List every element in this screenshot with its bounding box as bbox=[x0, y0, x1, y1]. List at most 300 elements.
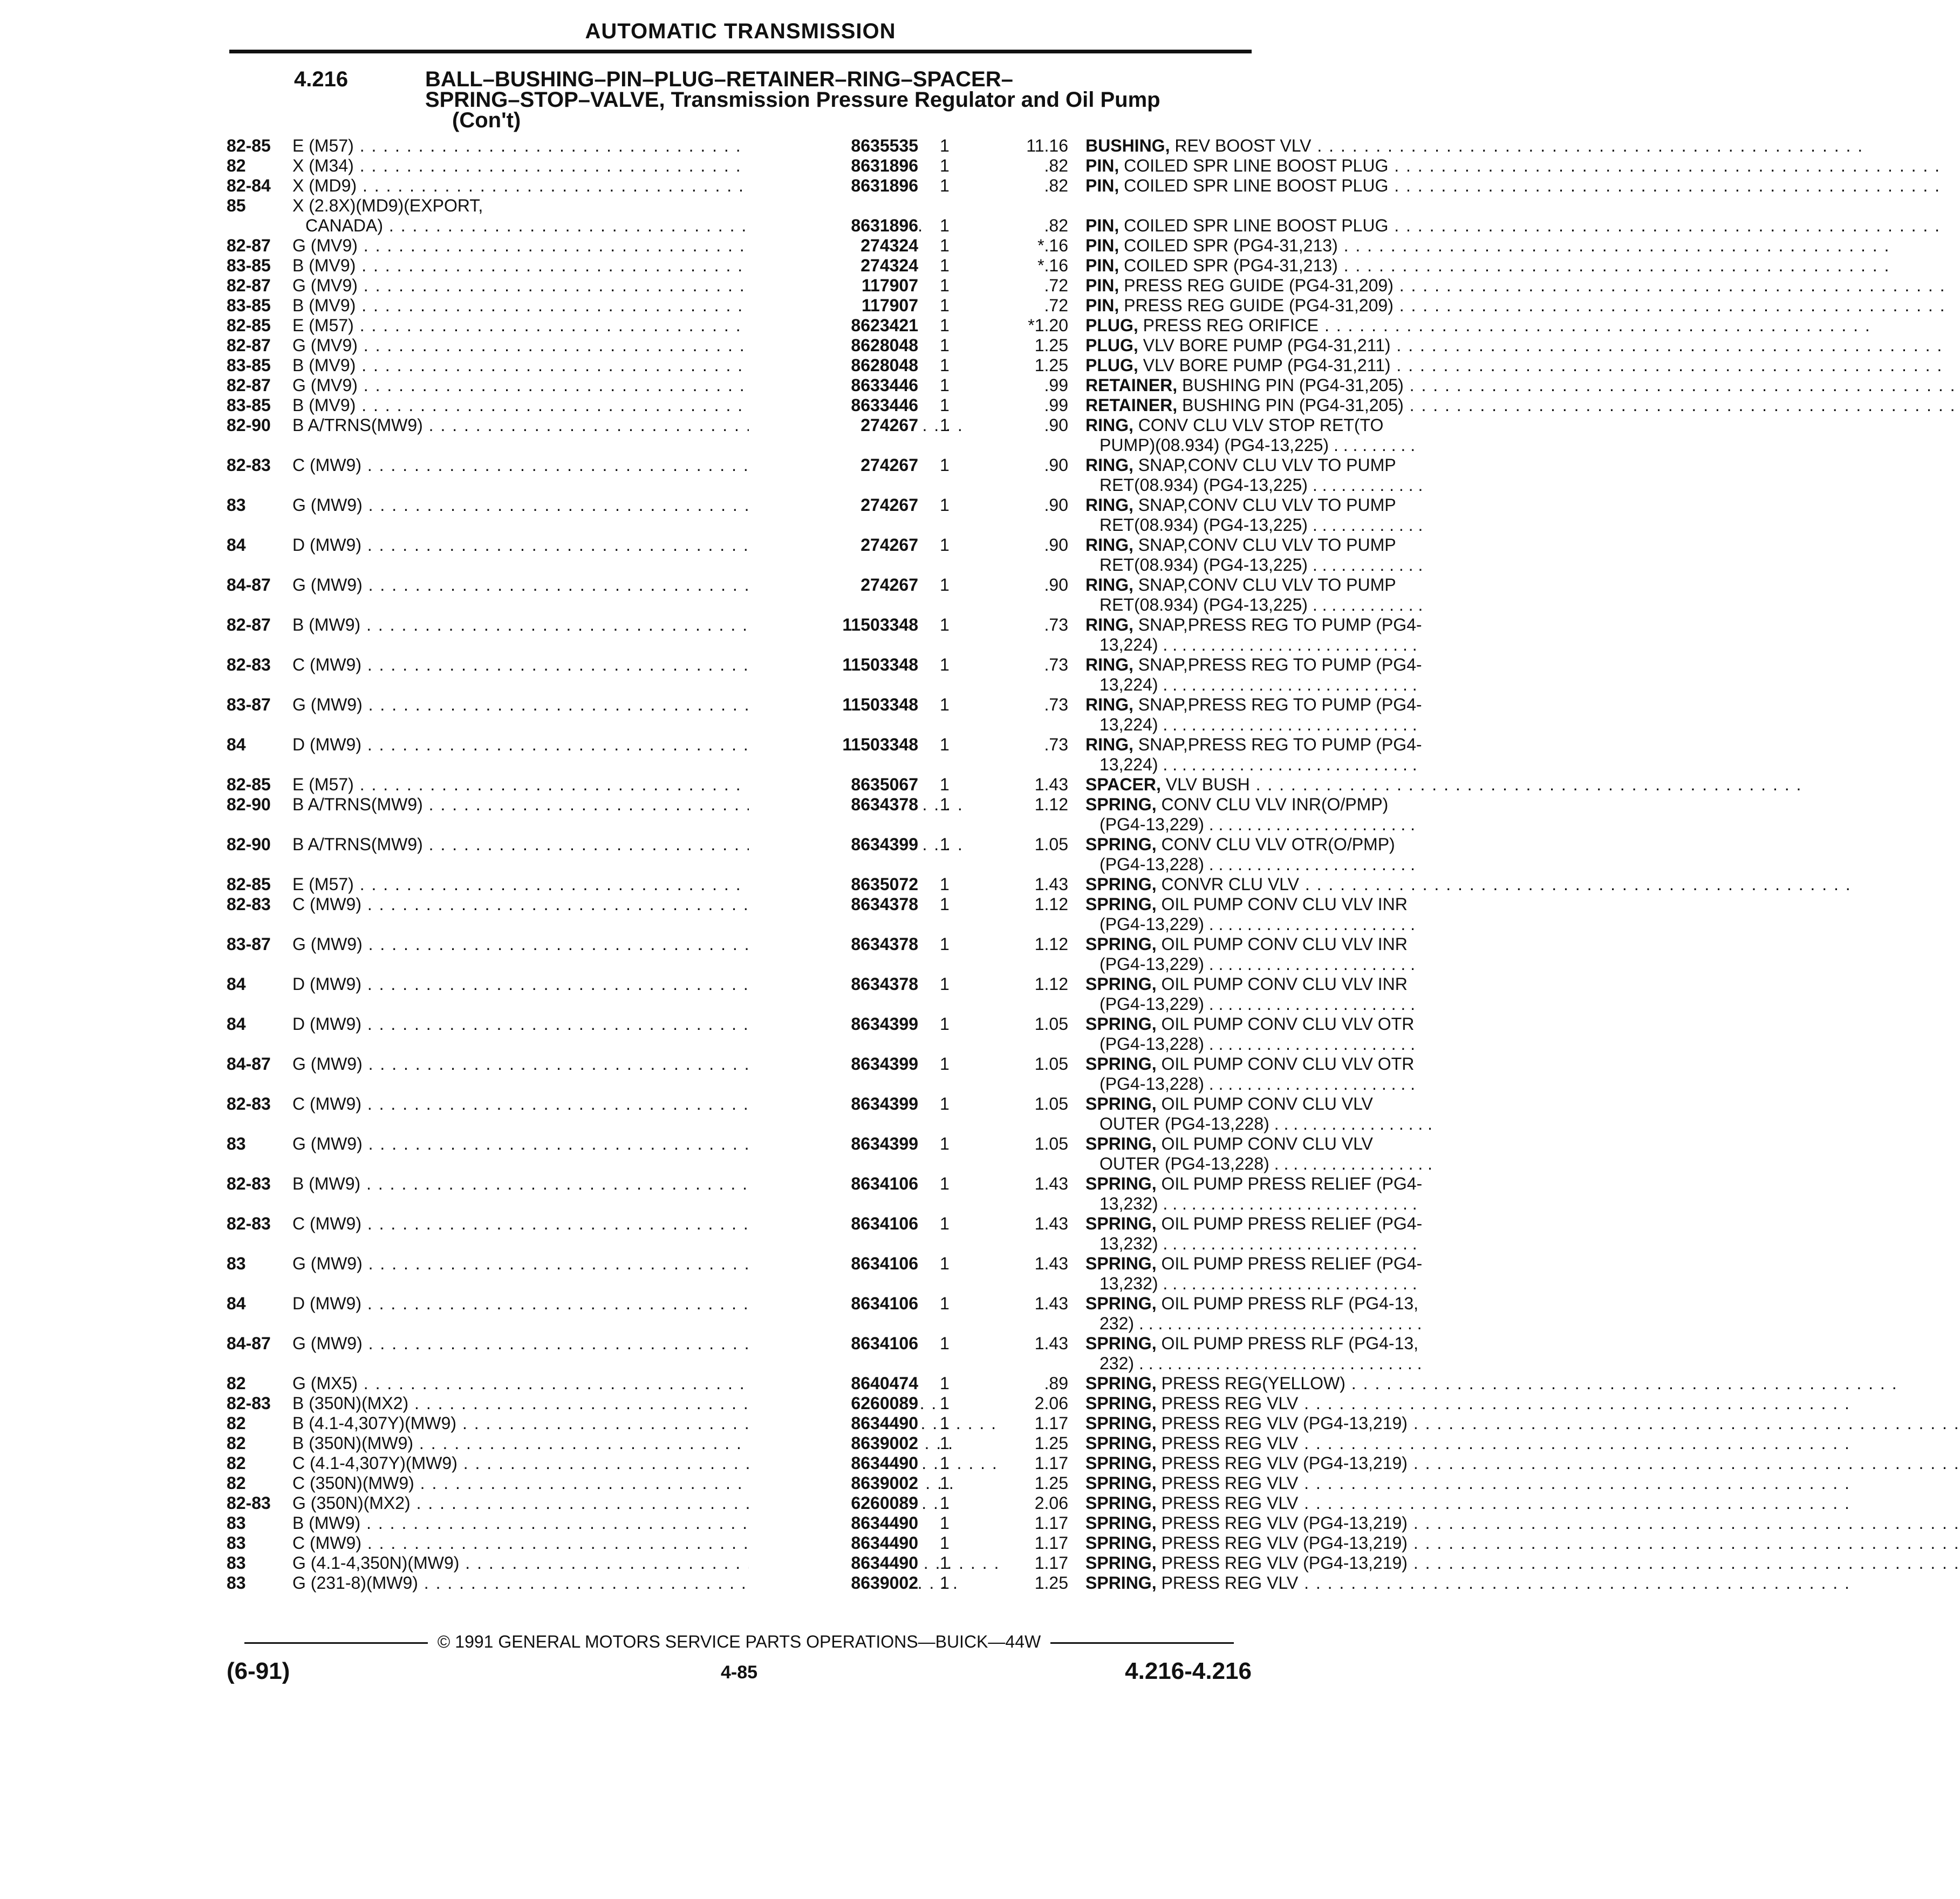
quantity: 1 bbox=[940, 1134, 950, 1153]
quantity: 1 bbox=[940, 1413, 950, 1433]
part-number: 8634399 bbox=[749, 1134, 918, 1154]
part-name: SPRING, bbox=[1085, 1553, 1157, 1573]
part-number: 8639002 bbox=[749, 1473, 918, 1493]
description bbox=[1085, 1413, 1471, 1433]
part-number: 274267 bbox=[749, 415, 918, 435]
price: 1.17 bbox=[1034, 1413, 1068, 1433]
model-year: 83 bbox=[227, 1533, 246, 1553]
table-row-continuation bbox=[227, 1114, 1433, 1134]
part-number: 274267 bbox=[749, 495, 918, 515]
table-row bbox=[227, 655, 1422, 675]
part-number: 8631896 bbox=[749, 156, 918, 176]
part-number: 8634490 bbox=[749, 1453, 918, 1473]
model-year: 82-84 bbox=[227, 176, 271, 195]
part-name: PLUG, bbox=[1085, 336, 1138, 355]
description bbox=[1085, 296, 1471, 316]
description bbox=[1085, 835, 1471, 855]
quantity: 1 bbox=[940, 236, 950, 255]
part-name: SPRING, bbox=[1085, 1533, 1157, 1553]
part-name: RING, bbox=[1085, 495, 1133, 515]
description bbox=[1085, 216, 1471, 236]
model-code: C (MW9) . . . bbox=[292, 1094, 801, 1114]
table-row-continuation bbox=[227, 515, 1423, 535]
part-name: SPRING, bbox=[1085, 1094, 1157, 1114]
price: 1.43 bbox=[1034, 1334, 1068, 1353]
model-code: E (M57) . . . bbox=[292, 316, 801, 336]
table-row bbox=[227, 875, 1299, 894]
header-rule bbox=[229, 50, 1252, 53]
part-name: SPRING, bbox=[1085, 894, 1157, 914]
model-code: C (350N)(MW9) . . . bbox=[292, 1473, 801, 1493]
table-row bbox=[227, 256, 1338, 276]
table-row bbox=[227, 375, 1404, 395]
part-name: SPRING, bbox=[1085, 1573, 1157, 1593]
part-name: PLUG, bbox=[1085, 356, 1138, 375]
section-number: 4.216 bbox=[294, 67, 349, 91]
model-code: G (MW9) . . . bbox=[292, 1054, 801, 1074]
table-row-continuation bbox=[227, 1234, 1417, 1254]
description bbox=[1085, 1533, 1471, 1553]
quantity: 1 bbox=[940, 1513, 950, 1533]
description-continuation: RET(08.934) (PG4-13,225) . . . . . . . . . . . . bbox=[1099, 475, 1423, 495]
part-number: 8634378 bbox=[749, 934, 918, 954]
model-code: X (M34) . . . bbox=[292, 156, 801, 176]
part-number: 8628048 bbox=[749, 336, 918, 356]
quantity: 1 bbox=[940, 296, 950, 315]
description bbox=[1085, 276, 1471, 296]
footer-copyright bbox=[227, 1632, 1252, 1652]
description-text: VLV BUSH bbox=[1160, 775, 1250, 794]
model-year: 83 bbox=[227, 1553, 246, 1573]
table-row-continuation bbox=[227, 1154, 1433, 1174]
description bbox=[1085, 1054, 1471, 1074]
description-text: OIL PUMP CONV CLU VLV OTR bbox=[1156, 1014, 1415, 1034]
model-code: G (MW9) . . . bbox=[292, 575, 801, 595]
table-row bbox=[227, 136, 1312, 156]
description-continuation: (PG4-13,229) . . . . . . . . . . . . . . . . . . . . . . bbox=[1099, 954, 1416, 974]
description-continuation: RET(08.934) (PG4-13,225) . . . . . . . . . . . . bbox=[1099, 595, 1423, 614]
quantity: 1 bbox=[940, 415, 950, 435]
description-continuation: (PG4-13,228) . . . . . . . . . . . . . . . . . . . . . . bbox=[1099, 855, 1416, 874]
model-code: G (231-8)(MW9) . . . bbox=[292, 1573, 801, 1593]
model-code: G (MW9) . . . bbox=[292, 934, 801, 954]
description-text: PRESS REG VLV (PG4-13,219) bbox=[1156, 1513, 1408, 1533]
table-row-continuation bbox=[227, 1354, 1422, 1374]
description bbox=[1085, 1433, 1471, 1453]
section-heading bbox=[294, 64, 1265, 139]
description-text: PRESS REG VLV bbox=[1156, 1493, 1299, 1513]
table-row bbox=[227, 1573, 1299, 1593]
quantity: 1 bbox=[940, 1533, 950, 1553]
price: .72 bbox=[1044, 276, 1068, 295]
description-text: CONVR CLU VLV bbox=[1156, 875, 1299, 894]
description-text: OIL PUMP CONV CLU VLV INR bbox=[1156, 934, 1408, 954]
description bbox=[1085, 1453, 1471, 1473]
model-code: G (MW9) . . . bbox=[292, 1134, 801, 1154]
model-year: 82 bbox=[227, 1453, 246, 1473]
model-code: X (2.8X)(MD9)(EXPORT, bbox=[292, 196, 483, 215]
model-year: 82-85 bbox=[227, 316, 271, 335]
description-continuation: 13,232) . . . . . . . . . . . . . . . . . . . . . . . . . . . bbox=[1099, 1274, 1417, 1293]
description bbox=[1085, 1014, 1471, 1034]
price: 1.43 bbox=[1034, 1254, 1068, 1273]
description bbox=[1085, 495, 1471, 515]
part-name: SPRING, bbox=[1085, 795, 1157, 814]
model-year: 84 bbox=[227, 735, 246, 754]
model-year: 82-87 bbox=[227, 615, 271, 634]
part-number: 11503348 bbox=[749, 735, 918, 755]
model-year: 82 bbox=[227, 1433, 246, 1453]
table-row bbox=[227, 974, 1408, 994]
description-continuation: (PG4-13,229) . . . . . . . . . . . . . . . . . . . . . . bbox=[1099, 914, 1416, 934]
part-number: 11503348 bbox=[749, 695, 918, 715]
model-year: 82-87 bbox=[227, 375, 271, 395]
description bbox=[1085, 1553, 1471, 1573]
part-name: PIN, bbox=[1085, 156, 1119, 175]
model-code: G (MW9) . . . bbox=[292, 1334, 801, 1354]
model-code: B (350N)(MW9) . . . bbox=[292, 1433, 801, 1453]
quantity: 1 bbox=[940, 1334, 950, 1353]
price: .99 bbox=[1044, 395, 1068, 415]
table-row-continuation bbox=[227, 1034, 1416, 1054]
model-code: C (MW9) . . . bbox=[292, 1533, 801, 1553]
model-code: B A/TRNS(MW9) . . . bbox=[292, 415, 801, 435]
part-number: 8634399 bbox=[749, 1054, 918, 1074]
part-number: 8639002 bbox=[749, 1433, 918, 1453]
price: *.16 bbox=[1037, 236, 1068, 255]
part-name: PIN, bbox=[1085, 256, 1119, 275]
description-text: CONV CLU VLV OTR(O/PMP) bbox=[1156, 835, 1395, 854]
description-continuation: RET(08.934) (PG4-13,225) . . . . . . . . . . . . bbox=[1099, 555, 1423, 575]
table-row-continuation bbox=[227, 715, 1417, 735]
description bbox=[1085, 236, 1471, 256]
table-row-continuation bbox=[227, 1194, 1417, 1214]
description bbox=[1085, 795, 1471, 815]
model-code: C (4.1-4,307Y)(MW9) . . . bbox=[292, 1453, 801, 1473]
description bbox=[1085, 695, 1471, 715]
model-code: B (MV9) . . . bbox=[292, 296, 801, 316]
table-row bbox=[227, 276, 1394, 296]
table-row bbox=[227, 1533, 1408, 1553]
table-row bbox=[227, 795, 1389, 815]
part-number: 8639002 bbox=[749, 1573, 918, 1593]
description-text: SNAP,PRESS REG TO PUMP (PG4- bbox=[1133, 655, 1422, 674]
model-year: 83-85 bbox=[227, 296, 271, 315]
description-text: CONV CLU VLV STOP RET(TO bbox=[1133, 415, 1384, 435]
price: 1.12 bbox=[1034, 974, 1068, 994]
page-title: AUTOMATIC TRANSMISSION bbox=[585, 19, 896, 43]
model-code: B (MW9) . . . bbox=[292, 1513, 801, 1533]
part-name: BUSHING, bbox=[1085, 136, 1170, 155]
quantity: 1 bbox=[940, 256, 950, 275]
description-continuation: OUTER (PG4-13,228) . . . . . . . . . . . . . . . . . bbox=[1099, 1114, 1433, 1133]
quantity: 1 bbox=[940, 1433, 950, 1453]
model-code: C (MW9) . . . bbox=[292, 655, 801, 675]
part-number: 6260089 bbox=[749, 1393, 918, 1413]
description-text: PRESS REG VLV (PG4-13,219) bbox=[1156, 1533, 1408, 1553]
table-row-continuation bbox=[227, 1074, 1416, 1094]
description-continuation: RET(08.934) (PG4-13,225) . . . . . . . . . . . . bbox=[1099, 515, 1423, 535]
price: 1.12 bbox=[1034, 894, 1068, 914]
table-row bbox=[227, 695, 1422, 715]
quantity: 1 bbox=[940, 1254, 950, 1273]
model-year: 82 bbox=[227, 1374, 246, 1393]
footer-rule-right bbox=[1050, 1642, 1234, 1644]
table-row-continuation bbox=[227, 855, 1416, 875]
price: 1.25 bbox=[1034, 356, 1068, 375]
quantity: 1 bbox=[940, 655, 950, 674]
table-row bbox=[227, 1453, 1408, 1473]
description-text: VLV BORE PUMP (PG4-31,211) bbox=[1138, 336, 1391, 355]
part-name: SPRING, bbox=[1085, 1294, 1157, 1313]
description-continuation: 13,224) . . . . . . . . . . . . . . . . . . . . . . . . . . . bbox=[1099, 755, 1417, 774]
part-name: SPRING, bbox=[1085, 1433, 1157, 1453]
quantity: 1 bbox=[940, 1014, 950, 1034]
part-number: 6260089 bbox=[749, 1493, 918, 1513]
part-number: 8635067 bbox=[749, 775, 918, 795]
part-number: 8634106 bbox=[749, 1294, 918, 1314]
description bbox=[1085, 1374, 1471, 1393]
model-code: G (MW9) . . . bbox=[292, 1254, 801, 1274]
description-continuation: PUMP)(08.934) (PG4-13,225) . . . . . . . . . bbox=[1099, 435, 1416, 455]
model-code: G (350N)(MX2) . . . bbox=[292, 1493, 801, 1513]
quantity: 1 bbox=[940, 1174, 950, 1193]
description bbox=[1085, 336, 1471, 356]
model-code: B (350N)(MX2) . . . bbox=[292, 1393, 801, 1413]
model-code: B (MW9) . . . bbox=[292, 1174, 801, 1194]
part-name: SPRING, bbox=[1085, 875, 1157, 894]
model-year: 84-87 bbox=[227, 1054, 271, 1074]
price: .90 bbox=[1044, 575, 1068, 595]
model-code: G (MV9) . . . bbox=[292, 236, 801, 256]
section-title-line-2: SPRING–STOP–VALVE, Transmission Pressure Regulator and Oil Pump bbox=[425, 88, 1160, 112]
model-year: 82-90 bbox=[227, 835, 271, 854]
quantity: 1 bbox=[940, 356, 950, 375]
part-number: 8623421 bbox=[749, 316, 918, 336]
part-name: PIN, bbox=[1085, 296, 1119, 315]
model-year: 82-85 bbox=[227, 775, 271, 794]
price: 1.43 bbox=[1034, 1214, 1068, 1233]
description-text: VLV BORE PUMP (PG4-31,211) bbox=[1138, 356, 1391, 375]
model-year: 84 bbox=[227, 1294, 246, 1313]
part-number: 8634490 bbox=[749, 1553, 918, 1573]
model-code: G (4.1-4,350N)(MW9) . . . bbox=[292, 1553, 801, 1573]
quantity: 1 bbox=[940, 156, 950, 175]
table-row bbox=[227, 316, 1319, 336]
description bbox=[1085, 894, 1471, 914]
quantity: 1 bbox=[940, 1393, 950, 1413]
price: .73 bbox=[1044, 695, 1068, 714]
price: 11.16 bbox=[1026, 136, 1068, 155]
table-row bbox=[227, 1393, 1299, 1413]
table-row-continuation bbox=[227, 635, 1417, 655]
model-code: C (MW9) . . . bbox=[292, 1214, 801, 1234]
model-code: B (MV9) . . . bbox=[292, 256, 801, 276]
description bbox=[1085, 415, 1471, 435]
part-number: 8634106 bbox=[749, 1174, 918, 1194]
part-number: 8634399 bbox=[749, 1014, 918, 1034]
description-text: PRESS REG(YELLOW) bbox=[1156, 1374, 1346, 1393]
page-number: 4-85 bbox=[720, 1662, 758, 1683]
description-text: SNAP,CONV CLU VLV TO PUMP bbox=[1133, 495, 1396, 515]
description-text: SNAP,PRESS REG TO PUMP (PG4- bbox=[1133, 695, 1422, 714]
description bbox=[1085, 176, 1471, 196]
table-row bbox=[227, 1433, 1299, 1453]
description-text: COILED SPR LINE BOOST PLUG bbox=[1119, 156, 1389, 175]
model-year: 85 bbox=[227, 196, 246, 215]
description-text: REV BOOST VLV bbox=[1170, 136, 1312, 155]
part-number: 8635535 bbox=[749, 136, 918, 156]
description-text: BUSHING PIN (PG4-31,205) bbox=[1177, 375, 1404, 395]
part-name: PLUG, bbox=[1085, 316, 1138, 335]
table-row bbox=[227, 1334, 1419, 1354]
model-code: C (MW9) . . . bbox=[292, 455, 801, 475]
model-code: D (MW9) . . . bbox=[292, 535, 801, 555]
table-row bbox=[227, 1513, 1408, 1533]
description-text: PRESS REG VLV (PG4-13,219) bbox=[1156, 1553, 1408, 1573]
section-title-line-3: (Con't) bbox=[452, 108, 521, 132]
quantity: 1 bbox=[940, 575, 950, 595]
description-text: OIL PUMP PRESS RELIEF (PG4- bbox=[1156, 1174, 1423, 1193]
quantity: 1 bbox=[940, 1473, 950, 1493]
price: .90 bbox=[1044, 495, 1068, 515]
quantity: 1 bbox=[940, 316, 950, 335]
quantity: 1 bbox=[940, 455, 950, 475]
model-year: 83 bbox=[227, 1513, 246, 1533]
table-row bbox=[227, 236, 1338, 256]
model-year: 82-83 bbox=[227, 894, 271, 914]
part-name: SPRING, bbox=[1085, 1174, 1157, 1193]
model-code: E (M57) . . . bbox=[292, 875, 801, 894]
model-code: B (4.1-4,307Y)(MW9) . . . bbox=[292, 1413, 801, 1433]
price: 1.05 bbox=[1034, 1094, 1068, 1114]
model-code: G (MV9) . . . bbox=[292, 276, 801, 296]
part-number: 8631896 bbox=[749, 216, 918, 236]
price: 1.05 bbox=[1034, 835, 1068, 854]
price: .82 bbox=[1044, 216, 1068, 235]
price: 1.25 bbox=[1034, 336, 1068, 355]
model-year: 82-90 bbox=[227, 415, 271, 435]
model-code: B (MW9) . . . bbox=[292, 615, 801, 635]
price: .90 bbox=[1044, 535, 1068, 555]
part-name: SPRING, bbox=[1085, 934, 1157, 954]
model-year: 83-85 bbox=[227, 256, 271, 275]
table-row bbox=[227, 735, 1422, 755]
description bbox=[1085, 535, 1471, 555]
table-row bbox=[227, 775, 1252, 795]
price: .82 bbox=[1044, 176, 1068, 195]
table-row bbox=[227, 196, 1252, 216]
quantity: 1 bbox=[940, 336, 950, 355]
table-row bbox=[227, 1493, 1299, 1513]
price: 1.05 bbox=[1034, 1134, 1068, 1153]
table-row bbox=[227, 934, 1408, 954]
description-continuation: OUTER (PG4-13,228) . . . . . . . . . . . . . . . . . bbox=[1099, 1154, 1433, 1173]
table-row-continuation bbox=[227, 555, 1423, 575]
model-year: 84-87 bbox=[227, 575, 271, 595]
table-row-continuation bbox=[227, 815, 1416, 835]
price: 1.25 bbox=[1034, 1573, 1068, 1593]
description-text: OIL PUMP PRESS RLF (PG4-13, bbox=[1156, 1294, 1419, 1313]
quantity: 1 bbox=[940, 1094, 950, 1114]
description-continuation: (PG4-13,229) . . . . . . . . . . . . . . . . . . . . . . bbox=[1099, 994, 1416, 1014]
description-text: CONV CLU VLV INR(O/PMP) bbox=[1156, 795, 1389, 814]
model-code: B (MV9) . . . bbox=[292, 395, 801, 415]
quantity: 1 bbox=[940, 615, 950, 634]
description-text: OIL PUMP CONV CLU VLV INR bbox=[1156, 894, 1408, 914]
table-row bbox=[227, 455, 1396, 475]
table-row bbox=[227, 1054, 1415, 1074]
part-number: 274267 bbox=[749, 455, 918, 475]
model-year: 82-83 bbox=[227, 1094, 271, 1114]
model-code: X (MD9) . . . bbox=[292, 176, 801, 196]
price: 1.43 bbox=[1034, 875, 1068, 894]
model-year: 84-87 bbox=[227, 1334, 271, 1353]
part-number: 8640474 bbox=[749, 1374, 918, 1393]
part-name: SPRING, bbox=[1085, 1473, 1157, 1493]
part-number: 274324 bbox=[749, 236, 918, 256]
model-code: G (MV9) . . . bbox=[292, 336, 801, 356]
part-number: 8634106 bbox=[749, 1214, 918, 1234]
model-year: 82 bbox=[227, 1473, 246, 1493]
table-row bbox=[227, 296, 1394, 316]
part-number: 274267 bbox=[749, 575, 918, 595]
part-name: PIN, bbox=[1085, 216, 1119, 235]
model-year: 82-83 bbox=[227, 1493, 271, 1513]
description bbox=[1085, 375, 1471, 395]
table-row bbox=[227, 615, 1422, 635]
table-row bbox=[227, 356, 1391, 375]
model-code: G (MX5) . . . bbox=[292, 1374, 801, 1393]
model-code: D (MW9) . . . bbox=[292, 1294, 801, 1314]
model-year: 83-85 bbox=[227, 356, 271, 375]
quantity: 1 bbox=[940, 1453, 950, 1473]
description bbox=[1085, 1294, 1471, 1314]
part-name: RETAINER, bbox=[1085, 375, 1178, 395]
description-continuation: 13,224) . . . . . . . . . . . . . . . . . . . . . . . . . . . bbox=[1099, 675, 1417, 694]
price: *1.20 bbox=[1028, 316, 1068, 335]
quantity: 1 bbox=[940, 1054, 950, 1074]
price: .73 bbox=[1044, 615, 1068, 634]
part-name: SPRING, bbox=[1085, 1014, 1157, 1034]
model-code: G (MW9) . . . bbox=[292, 495, 801, 515]
model-year: 83-87 bbox=[227, 934, 271, 954]
part-name: SPRING, bbox=[1085, 1393, 1157, 1413]
table-row bbox=[227, 1374, 1346, 1393]
quantity: 1 bbox=[940, 495, 950, 515]
description bbox=[1085, 1134, 1471, 1154]
description-text: COILED SPR LINE BOOST PLUG bbox=[1119, 216, 1389, 235]
quantity: 1 bbox=[940, 875, 950, 894]
part-name: PIN, bbox=[1085, 176, 1119, 195]
model-year: 82-83 bbox=[227, 655, 271, 674]
part-name: SPRING, bbox=[1085, 1054, 1157, 1074]
description-text: COILED SPR (PG4-31,213) bbox=[1119, 236, 1338, 255]
model-code: D (MW9) . . . bbox=[292, 974, 801, 994]
page-header bbox=[229, 19, 1252, 51]
quantity: 1 bbox=[940, 1294, 950, 1313]
model-code: E (M57) . . . bbox=[292, 136, 801, 156]
model-code: B A/TRNS(MW9) . . . bbox=[292, 835, 801, 855]
part-name: RING, bbox=[1085, 575, 1133, 595]
part-number: 8634378 bbox=[749, 795, 918, 815]
description bbox=[1085, 395, 1471, 415]
footer-rule-left bbox=[244, 1642, 428, 1644]
model-code: CANADA) . . . bbox=[305, 216, 814, 236]
model-year: 83 bbox=[227, 1254, 246, 1273]
table-row bbox=[227, 1254, 1423, 1274]
part-number: 8634490 bbox=[749, 1533, 918, 1553]
